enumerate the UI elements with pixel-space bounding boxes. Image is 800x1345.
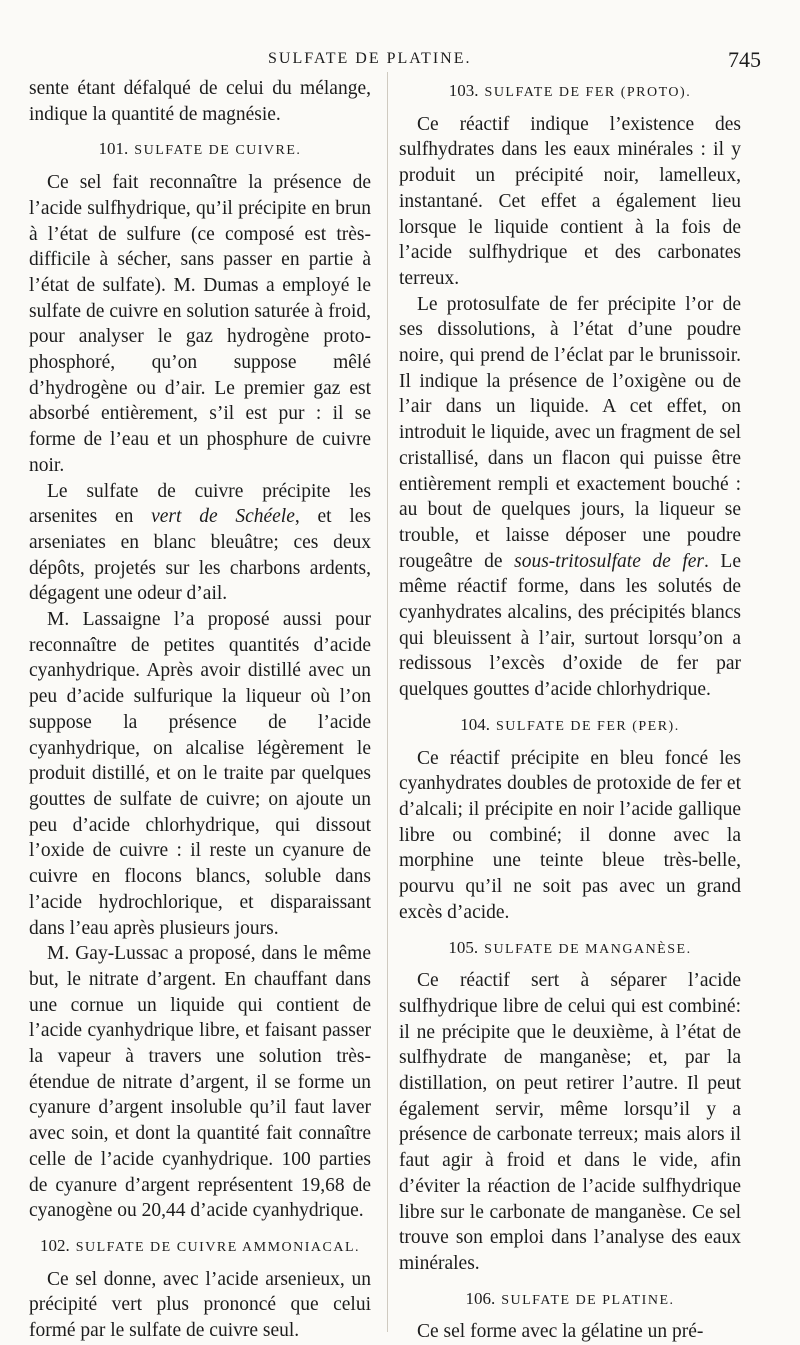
- section-number: 106.: [465, 1288, 496, 1308]
- paragraph: M. Lassaigne l’a proposé aussi pour reconnaître de petites quantités d’acide cyanhydrique. Après avoir distillé avec un peu d’acide sulfurique la liqueur où l’on suppose la présence de l’acide cyanhydrique, on alcalise légèrement le produit distillé, et on le traite par quelques gouttes de sulfate de cuivre; on ajoute un peu d’acide chlorhydrique, qui dissout l’oxide de cuivre : il reste un cyanure de cuivre en flocons blancs, soluble dans l’acide hydrochlorique, et disparaissant dans l’eau après plusieurs jours.: [29, 609, 371, 939]
- paragraph: Ce réactif précipite en bleu foncé les cyanhydrates doubles de protoxide de fer et d’alcali; il précipite en noir l’acide gallique libre ou combiné; il donne avec la morphine une teinte bleue très-belle, pourvu qu’il ne soit pas avec un grand excès d’acide.: [399, 747, 741, 923]
- paragraph: Ce sel forme avec la gélatine un pré-: [417, 1321, 704, 1343]
- italic-term: sous-tritosulfate de fer: [514, 550, 705, 572]
- text-run: Le sulfate de cuivre précipite les arsenites en: [29, 480, 371, 528]
- right-column: [399, 78, 741, 1345]
- section-title: SULFATE DE CUIVRE.: [134, 143, 302, 159]
- italic-term: vert de Schéele: [151, 506, 295, 528]
- section-title: SULFATE DE FER (PROTO).: [484, 85, 692, 100]
- section-heading-102: [29, 1233, 371, 1261]
- section-heading-103: [399, 78, 741, 106]
- text-run: Le protosulfate de fer précipite l’or de ses dissolutions, à l’état d’une poudre noire, qui prend de l’éclat par le brunissoir. Il indique la présence de l’oxigène ou de l’air dans un liquide. A cet effet, on introduit le liquide, avec un fragment de sel cristallisé, dans un flacon qui puisse être entièrement rempli et exactement bouché : au bout de quelques jours, la liqueur se trouble, et laisse déposer une poudre rougeâtre de: [399, 293, 741, 572]
- running-title: SULFATE DE PLATINE.: [268, 50, 472, 67]
- section-title: SULFATE DE CUIVRE AMMONIACAL.: [75, 1239, 361, 1255]
- section-heading-101: [29, 136, 371, 164]
- section-title: SULFATE DE PLATINE.: [501, 1292, 675, 1308]
- section-heading-104: [399, 712, 741, 740]
- section-number: 103.: [448, 81, 479, 100]
- section-number: 105.: [448, 937, 479, 957]
- paragraph: Ce réactif indique l’existence des sulfhydrates dans les eaux minérales : il y produit un précipité noir, lamelleux, instantané. Cet effet a également lieu lorsque le liquide contient à la fois de l’acide sulfhydrique et des carbonates terreux.: [399, 113, 741, 289]
- section-heading-105: [399, 935, 741, 963]
- column-divider: [387, 72, 388, 1332]
- text-run: , et les arseniates en blanc bleuâtre; ces deux dépôts, projetés sur les charbons ardents, dégagent une odeur d’ail.: [29, 506, 371, 605]
- text-run: . Le même réactif forme, dans les solutés de cyanhydrates alcalins, des précipités blancs qui bleuissent à l’air, surtout lorsqu’on a redissous l’excès d’oxide de fer par quelques gouttes d’acide chlorhydrique.: [399, 550, 741, 701]
- paragraph: [399, 292, 741, 703]
- section-title: SULFATE DE FER (PER).: [496, 718, 680, 734]
- paragraph-continued: sente étant défalqué de celui du mélange, indique la quantité de magnésie.: [29, 78, 371, 125]
- paragraph: Ce sel fait reconnaître la présence de l’acide sulfhydrique, qu’il précipite en brun à l’état de sulfure (ce composé est très-difficile à sécher, sans passer en partie à l’état de sulfate). M. Dumas a employé le sulfate de cuivre en solution saturée à froid, pour analyser le gaz hydrogène proto-phosphoré, qu’on suppose mêlé d’hydrogène ou d’air. Le premier gaz est absorbé entièrement, s’il est pur : il se forme de l’eau et un phosphure de cuivre noir.: [29, 172, 371, 476]
- section-number: 104.: [460, 714, 491, 734]
- paragraph: Ce réactif sert à séparer l’acide sulfhydrique libre de celui qui est combiné: il ne précipite que le deuxième, à l’état de sulfhydrate de manganèse; et, par la distillation, on peut retirer l’autre. Il peut également servir, même lorsqu’il y a présence de carbonate terreux; mais alors il faut agir à froid et dans le vide, afin d’éviter la réaction de l’acide sulfhydrique libre sur le carbonate de manganèse. Ce sel trouve son emploi dans l’analyse des eaux minérales.: [399, 970, 741, 1274]
- section-number: 102.: [39, 1235, 70, 1255]
- section-number: 101.: [98, 139, 129, 159]
- section-title: SULFATE DE MANGANÈSE.: [484, 941, 692, 957]
- paragraph: M. Gay-Lussac a proposé, dans le même but, le nitrate d’argent. En chauffant dans une cornue un liquide qui contient de l’acide cyanhydrique libre, et faisant passer la vapeur à travers une solution très-étendue de nitrate d’argent, il se forme un cyanure d’argent insoluble qu’il faut laver avec soin, et dont la quantité fait connaître celle de l’acide cyanhydrique. 100 parties de cyanure d’argent représentent 19,68 de cyanogène ou 20,44 d’acide cyanhydrique.: [29, 943, 371, 1222]
- left-column: [29, 76, 371, 1344]
- page-number: 745: [728, 47, 761, 72]
- paragraph: Ce sel donne, avec l’acide arsenieux, un précipité vert plus prononcé que celui formé par le sulfate de cuivre seul.: [29, 1268, 371, 1342]
- section-heading-106: [399, 1286, 741, 1314]
- paragraph: [29, 479, 371, 608]
